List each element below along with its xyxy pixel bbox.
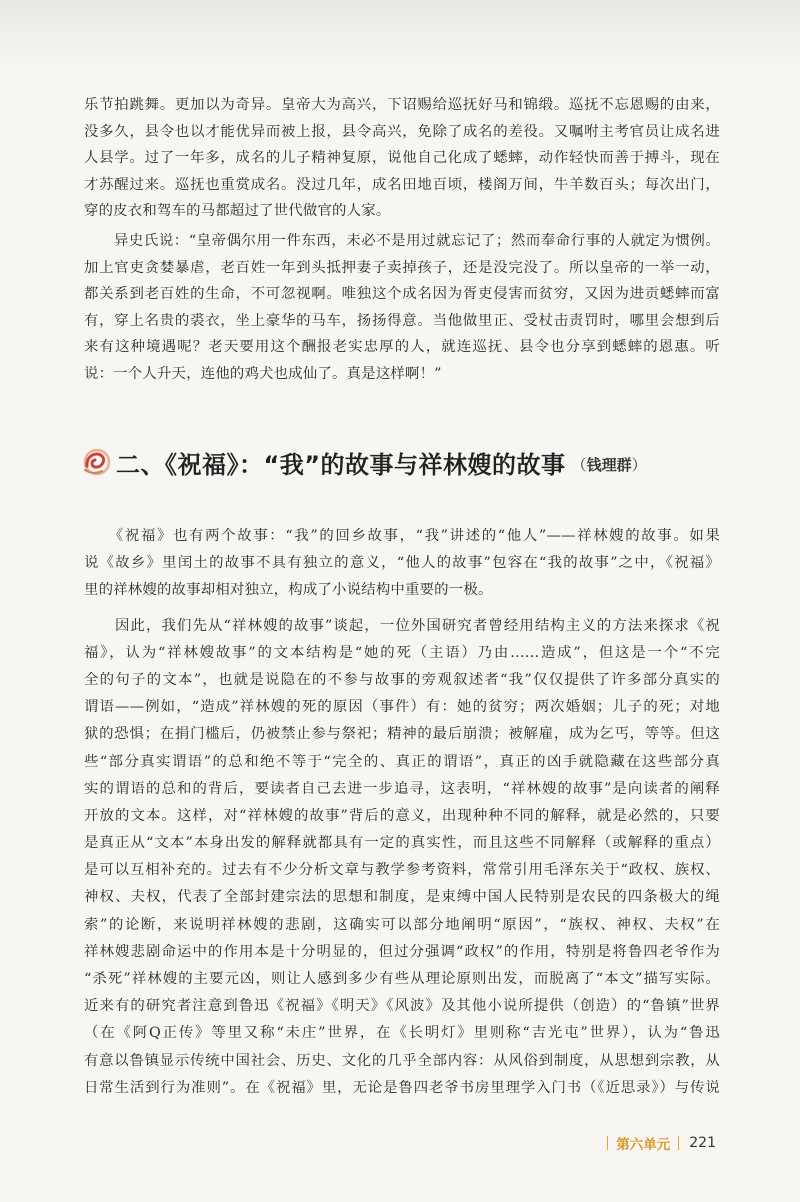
section-heading <box>80 442 720 482</box>
text-line: 近来有的研究者注意到鲁迅《祝福》《明天》《风波》及其他小说所提供（创造）的“鲁镇”世界 <box>84 998 720 1015</box>
text-line: 祥林嫂悲剧命运中的作用本是十分明显的，但过分强调“政权”的作用，特别是将鲁四老爷作为 <box>84 943 720 960</box>
text-line: 是可以互相补充的。过去有不少分析文章与教学参考资料，常常引用毛泽东关于“政权、族权、 <box>84 862 720 879</box>
page-number: 221 <box>689 1135 716 1151</box>
unit-label: 第六单元 <box>616 1137 671 1153</box>
footer-divider <box>678 1136 679 1150</box>
text-line: 有意以鲁镇显示传统中国社会、历史、文化的几乎全部内容：从风俗到制度，从思想到宗教，从 <box>84 1052 720 1069</box>
text-line: 实的谓语的总和的背后，要读者自己去进一步追寻，这表明，“祥林嫂的故事”是向读者的阐释 <box>84 780 720 797</box>
author-name: 钱理群 <box>586 456 632 474</box>
swirl-icon <box>80 446 112 478</box>
text-line: 乐节拍跳舞。更加以为奇异。皇帝大为高兴，下诏赐给巡抚好马和锦缎。巡抚不忘恩赐的由来， <box>84 97 720 113</box>
text-line: 里的祥林嫂的故事却相对独立，构成了小说结构中重要的一极。 <box>84 582 493 599</box>
text-line: 加上官吏贪婪暴虐，老百姓一年到头抵押妻子卖掉孩子，还是没完没了。所以皇帝的一举一动， <box>84 259 720 276</box>
paragraph-two-stories <box>84 523 720 1102</box>
text-line: 《祝福》也有两个故事：“我”的回乡故事，“我”讲述的“他人”——祥林嫂的故事。如果 <box>84 528 720 544</box>
text-line: 索”的论断，来说明祥林嫂的悲剧，这确实可以部分地阐明“原因”，“族权、神权、夫权”在 <box>84 916 720 933</box>
section-title: 二、《祝福》：“我”的故事与祥林嫂的故事 <box>116 450 566 479</box>
text-line: 谓语——例如，“造成”祥林嫂的死的原因（事件）有：她的贫穷；两次婚姻；儿子的死；对地 <box>84 699 720 716</box>
text-line: 穿的皮衣和驾车的马都超过了世代做官的人家。 <box>84 203 391 219</box>
text-line: 些“部分真实谓语”的总和绝不等于“完全的、真正的谓语”，真正的凶手就隐藏在这些部分真 <box>84 753 720 770</box>
text-line: 狱的恐惧；在捐门槛后，仍被禁止参与祭祀；精神的最后崩溃；被解雇，成为乞丐，等等。但这 <box>84 726 720 743</box>
text-line: 是真正从“文本”本身出发的解释就都具有一定的真实性，而且这些不同解释（或解释的重点） <box>84 835 720 852</box>
footer-divider <box>607 1136 608 1150</box>
author-close-paren: ） <box>631 456 647 474</box>
text-line: 神权、夫权，代表了全部封建宗法的思想和制度，是束缚中国人民特别是农民的四条极大的绳 <box>84 889 720 906</box>
text-line: 福》，认为“祥林嫂故事”的文本结构是“她的死（主语）乃由……造成”，但这是一个“不完 <box>84 644 720 661</box>
author-open-paren: （ <box>571 456 587 474</box>
text-line: 有，穿上名贵的裘衣，坐上豪华的马车，扬扬得意。当他做里正、受杖击责罚时，哪里会想到后 <box>84 312 720 329</box>
paragraph-yishishi-comment <box>84 228 720 387</box>
text-line: 说《故乡》里闰土的故事不具有独立的意义，“他人的故事”包容在“我的故事”之中，《祝福》 <box>84 555 720 572</box>
text-line: 来有这种境遇呢？老天要用这个酬报老实忠厚的人，就连巡抚、县令也分享到蟋蟀的恩惠。听 <box>84 339 720 355</box>
text-line: 没多久，县令也以才能优异而被上报，县令高兴，免除了成名的差役。又嘱咐主考官员让成名进 <box>84 123 720 140</box>
text-line: 全的句子的文本”，也就是说隐在的不参与故事的旁观叙述者“我”仅仅提供了许多部分真实的 <box>84 671 720 688</box>
paragraph-story-ending <box>84 92 720 225</box>
text-line: 人县学。过了一年多，成名的儿子精神复原，说他自己化成了蟋蟀，动作轻快而善于搏斗，现在 <box>84 150 720 166</box>
section-author <box>572 454 647 475</box>
text-line: 异史氏说：“皇帝偶尔用一件东西，未必不是用过就忘记了；然而奉命行事的人就定为惯例。 <box>84 233 720 249</box>
text-line: 说：一个人升天，连他的鸡犬也成仙了。真是这样啊！” <box>84 365 442 382</box>
text-line: 日常生活到行为准则”。在《祝福》里，无论是鲁四老爷书房里理学入门书（《近思录》）与传说 <box>84 1079 720 1096</box>
text-line: 开放的文本。这样，对“祥林嫂的故事”背后的意义，出现种种不同的解释，就是必然的，只要 <box>84 807 720 824</box>
text-line: “杀死”祥林嫂的主要元凶，则让人感到多少有些从理论原则出发，而脱离了“本文”描写实际。 <box>84 971 720 987</box>
text-line: 才苏醒过来。巡抚也重赏成名。没过几年，成名田地百顷，楼阁万间，牛羊数百头；每次出门， <box>84 176 720 193</box>
text-line: 因此，我们先从“祥林嫂的故事”谈起，一位外国研究者曾经用结构主义的方法来探求《祝 <box>84 617 720 634</box>
page-footer <box>599 1132 716 1154</box>
text-line: 都关系到老百姓的生命，不可忽视啊。唯独这个成名因为胥吏侵害而贫穷，又因为进贡蟋蟀而富 <box>84 286 720 302</box>
text-line: （在《阿Q正传》等里又称“未庄”世界，在《长明灯》里则称“吉光屯”世界），认为“鲁迅 <box>84 1025 720 1042</box>
top-scan-shade <box>0 0 800 70</box>
